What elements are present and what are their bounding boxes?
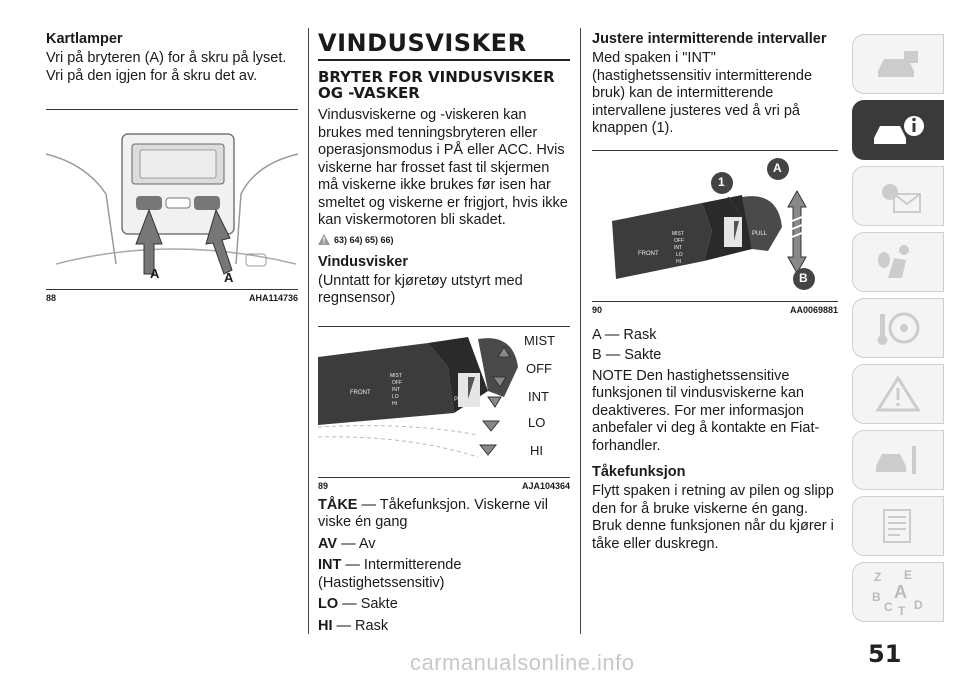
column-intervals [592,30,838,553]
definition-item: INT — Intermitterende (Hastighetssensitiv) [318,557,462,591]
stalk-label-hi: HI [676,258,681,265]
section-heading: Justere intermitterende intervaller [592,31,827,47]
list-item: A — Rask [592,326,657,343]
tab-warning-lights[interactable] [852,166,944,226]
section-heading: Tåkefunksjon [592,464,686,480]
figure-code: AJA104364 [521,480,570,491]
stalk-label-front: FRONT [638,250,659,257]
column-divider [580,28,581,634]
figure-caption [592,302,838,315]
warning-numbers: 63) 64) 65) 66) [334,235,394,245]
position-label-lo: LO [528,414,546,430]
figure-caption [318,478,570,491]
watermark-text: carmanualsonline.info [410,650,635,675]
column-map-lamps [46,30,298,303]
road-warning-icon [872,374,924,414]
stalk-label-hi: HI [392,400,397,407]
figure-number: 88 [46,293,57,303]
definition-item: TÅKE — Tåkefunksjon. Viskerne vil viske én gang [318,496,548,530]
map-lamp-illustration [46,114,298,284]
key-steering-icon [872,308,924,348]
warning-references [318,234,570,247]
car-dashboard-icon [874,47,922,81]
position-label-hi: HI [530,442,543,458]
figure-map-lamps [46,114,298,289]
stalk-label-int: INT [392,386,401,393]
car-info-icon [870,112,926,148]
section-heading: Kartlamper [46,31,123,47]
alphabet-index-icon: Z E A B C D T [872,568,923,618]
figure-interval-knob [592,151,838,301]
list-item: B — Sakte [592,347,662,363]
tab-maintenance[interactable] [852,430,944,490]
car-tools-icon [872,440,924,480]
subsection-heading: Vindusvisker [318,253,409,270]
position-label-off: OFF [526,360,552,376]
note-paragraph: NOTE Den hastighetssensitive funksjonen til vindusviskerne kan deaktiveres. For mer informasjon anbefaler vi deg å kontakte en Fiat-forhandler. [592,367,820,454]
figure-number: 89 [318,480,329,491]
callout-a: A [773,160,782,175]
airbag-seat-icon [874,242,922,282]
paragraph: Vindusviskerne og -viskeren kan brukes med tenningsbryteren eller operasjonsmodus i PÅ eller ACC. Hvis viskerne har frosset fast til skjermen må viskerne ikke brukes før isen har smeltet og viskerne er frigjort, hvis ikke kan viskermotoren bli skadet. [318,107,568,228]
figure-code: AHA114736 [248,293,298,303]
stalk-label-int: INT [674,244,683,251]
spec-list-icon [874,506,922,546]
stalk-label-pull: PULL [454,396,470,403]
definition-item: HI — Rask [318,617,389,634]
page-number: 51 [868,640,902,668]
tab-index[interactable] [852,562,944,622]
position-label-mist: MIST [524,332,556,348]
callout-b: B [799,270,808,285]
stalk-label-front: FRONT [350,389,371,396]
tab-vehicle-info[interactable] [852,100,944,160]
paragraph: (Unntatt for kjøretøy utstyrt med regnsensor) [318,272,523,306]
tab-starting-driving[interactable] [852,298,944,358]
column-divider [308,28,309,634]
figure-number: 90 [592,304,603,315]
tab-safety[interactable] [852,232,944,292]
tab-emergency[interactable] [852,364,944,424]
stalk-label-mist: MIST [390,372,402,379]
paragraph: Vri på bryteren (A) for å skru på lyset. Vri på den igjen for å skru det av. [46,50,287,84]
stalk-label-mist: MIST [672,230,684,237]
figure-caption [46,290,298,303]
stalk-label-lo: LO [676,251,683,258]
figure-wiper-stalk [318,327,570,477]
figure-label-a: A [150,266,160,281]
callout-1: 1 [718,174,725,189]
column-wipers [318,30,570,635]
paragraph: Flytt spaken i retning av pilen og slipp den for å bruke viskerne én gang. Bruk denne funksjonen når du kjører i tåke eller duskregn. [592,483,834,552]
stalk-label-lo: LO [392,393,399,400]
chapter-title: VINDUSVISKER [318,30,570,61]
paragraph: Med spaken i "INT" (hastighetssensitiv intermitterende bruk) kan de intermitterende intervallene justeres ved å vri på knappen (1). [592,50,813,136]
figure-rule [46,109,298,110]
figure-label-a: A [224,270,234,285]
tab-dashboard[interactable] [852,34,944,94]
tab-technical-data[interactable] [852,496,944,556]
warning-light-envelope-icon [872,176,924,216]
stalk-label-pull: PULL [752,230,768,237]
definition-item: LO — Sakte [318,596,398,612]
figure-code: AA0069881 [789,304,838,315]
warning-triangle-icon [318,234,330,247]
stalk-label-off: OFF [674,237,684,244]
definition-list [318,497,570,636]
chapter-sidebar [852,34,944,628]
stalk-label-off: OFF [392,379,402,386]
section-title: BRYTER FOR VINDUSVISKER OG -VASKER [318,68,555,102]
definition-item: AV — Av [318,535,376,552]
position-label-int: INT [528,388,549,404]
